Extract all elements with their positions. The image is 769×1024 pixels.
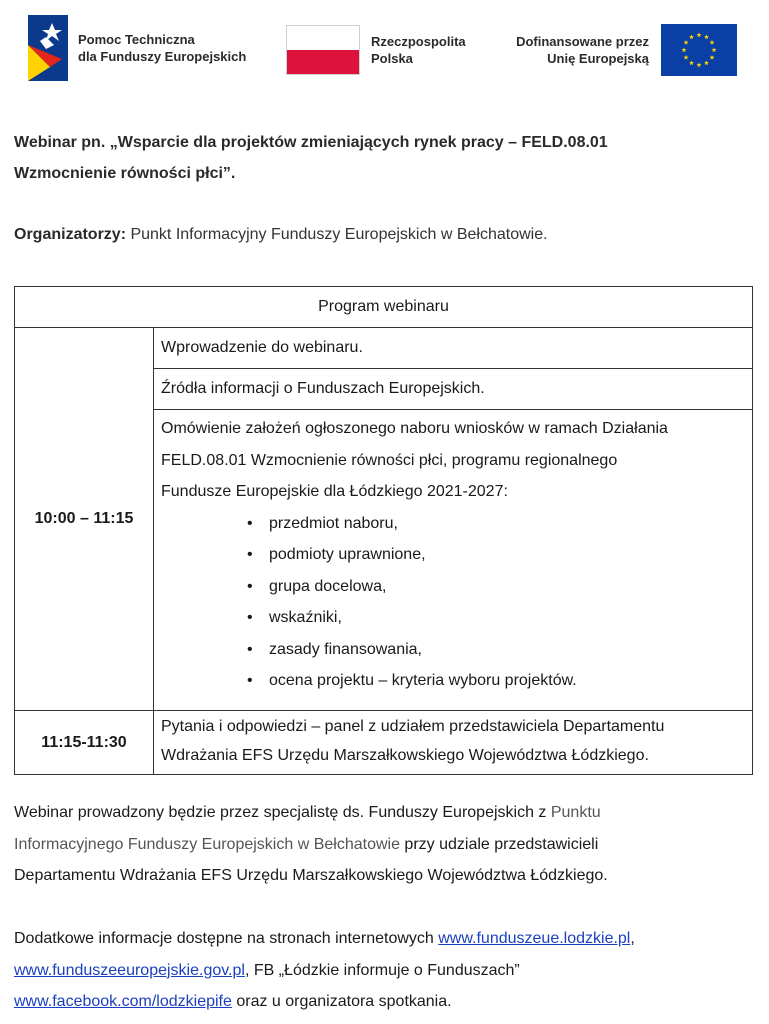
logo-bar (0, 0, 769, 100)
p2-line3-text: oraz u organizatora spotkania. (231, 993, 452, 1010)
fundusze-europejskie-logo (28, 14, 246, 82)
rzeczpospolita-label (371, 33, 466, 67)
link-facebook-lodzkiepife[interactable]: www.facebook.com/lodzkiepife (14, 993, 232, 1010)
logo-eu-line1: Dofinansowane przez (516, 34, 649, 49)
webinar-title (14, 127, 754, 189)
p2-line1-text: Dodatkowe informacje dostępne na stronach internetowych (14, 930, 439, 947)
p1-line1-b: Punktu (550, 804, 601, 821)
item3-line1: Omówienie założeń ogłoszonego naboru wniosków w ramach Działania (161, 420, 668, 437)
polish-flag-icon (286, 25, 360, 75)
eu-flag-icon (661, 24, 737, 76)
item3-line2: FELD.08.01 Wzmocnienie równości płci, programu regionalnego (161, 451, 618, 469)
list-item: • grupa docelowa, (247, 571, 752, 603)
item3-line3: Fundusze Europejskie dla Łódzkiego 2021-2027: (161, 483, 508, 500)
time-slot-1: 10:00 – 11:15 (15, 328, 154, 711)
title-line1: „Wsparcie dla projektów zmieniających rynek pracy – FELD.08.01 (109, 134, 608, 151)
program-table (14, 286, 753, 775)
logo-ft-line1: Pomoc Techniczna (78, 32, 195, 47)
program-heading: Program webinaru (15, 287, 753, 328)
title-line2: Wzmocnienie równości płci”. (14, 165, 236, 182)
program-item-3 (154, 410, 753, 711)
title-prefix: Webinar pn. (14, 134, 110, 151)
rzeczpospolita-logo (286, 24, 466, 76)
eu-logo (516, 24, 737, 76)
logo-rp-line2: Polska (371, 51, 413, 66)
list-item: • przedmiot naboru, (247, 508, 752, 540)
link-funduszeue-lodzkie[interactable]: www.funduszeue.lodzkie.pl (438, 930, 631, 947)
program-item-4 (154, 711, 753, 775)
organizers-value: Punkt Informacyjny Funduszy Europejskich w Bełchatowie. (126, 226, 548, 243)
p2-line1-end: , (630, 930, 635, 947)
link-funduszeeuropejskie[interactable]: www.funduszeeuropejskie.gov.pl (14, 961, 245, 979)
table-row (15, 711, 753, 775)
p1-line1-a: Webinar prowadzony będzie przez specjalistę ds. Funduszy Europejskich z (14, 804, 551, 821)
p1-line2-a: Informacyjnego Funduszy Europejskich w Bełchatowie (14, 835, 400, 853)
table-row (15, 328, 753, 369)
info-paragraph (14, 923, 754, 1018)
organizers-label: Organizatorzy: (14, 226, 127, 243)
logo-eu-line2: Unię Europejską (547, 51, 649, 66)
list-item: • wskaźniki, (247, 602, 752, 634)
logo-ft-line2: dla Funduszy Europejskich (78, 49, 247, 64)
p2-line2-text: , FB „Łódzkie informuje o Funduszach” (244, 961, 520, 979)
list-item: • podmioty uprawnione, (247, 539, 752, 571)
list-item: • ocena projektu – kryteria wyboru projektów. (247, 665, 752, 697)
program-item-2: Źródła informacji o Funduszach Europejskich. (154, 369, 753, 410)
topics-list (161, 508, 752, 697)
time-slot-2: 11:15-11:30 (15, 711, 154, 775)
fundusze-europejskie-icon (28, 15, 68, 81)
item4-line2: Wdrażania EFS Urzędu Marszałkowskiego Województwa Łódzkiego. (161, 747, 649, 764)
host-paragraph (14, 797, 754, 892)
p1-line3: Departamentu Wdrażania EFS Urzędu Marszałkowskiego Województwa Łódzkiego. (14, 867, 608, 884)
logo-rp-line1: Rzeczpospolita (371, 34, 466, 49)
list-item: • zasady finansowania, (247, 634, 752, 666)
fundusze-europejskie-label (78, 31, 246, 65)
p1-line2-b: przy udziale przedstawicieli (399, 835, 599, 853)
organizers (14, 222, 548, 248)
item4-line1: Pytania i odpowiedzi – panel z udziałem przedstawiciela Departamentu (161, 718, 665, 735)
program-item-1: Wprowadzenie do webinaru. (154, 328, 753, 369)
eu-label (516, 33, 649, 67)
